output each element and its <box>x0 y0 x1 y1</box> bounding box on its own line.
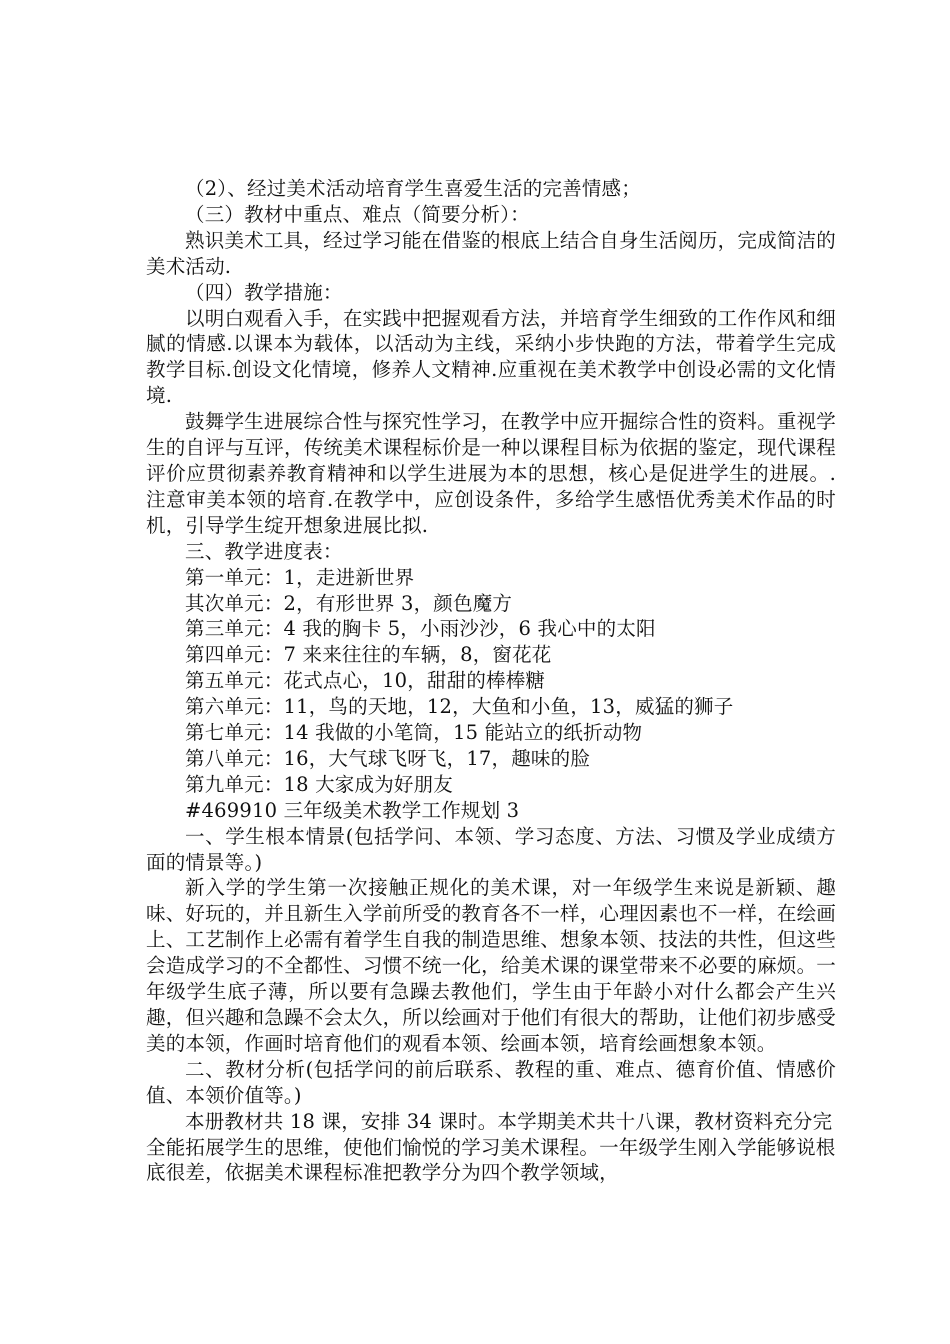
paragraph-key-points: 熟识美术工具，经过学习能在借鉴的根底上结合自身生活阅历，完成简洁的美术活动. <box>146 228 836 278</box>
schedule-unit-3: 第三单元：4 我的胸卡 5，小雨沙沙，6 我心中的太阳 <box>185 617 656 641</box>
schedule-unit-6: 第六单元：11，鸟的天地，12，大鱼和小鱼，13，威猛的狮子 <box>185 695 734 719</box>
paragraph-measures-1: 以明白观看入手，在实践中把握观看方法，并培育学生细致的工作作风和细腻的情感.以课本为载体，以活动为主线，采纳小步快跑的方法，带着学生完成教学目标.创设文化情境，修养人文精神.应重视在美术教学中创设必需的文化情境. <box>146 306 836 408</box>
section-title-plan-3: #469910 三年级美术教学工作规划 3 <box>185 798 520 822</box>
paragraph-measures-2: 鼓舞学生进展综合性与探究性学习，在教学中应开掘综合性的资料。重视学生的自评与互评，传统美术课程标价是一种以课程目标为依据的鉴定，现代课程评价应贯彻素养教育精神和以学生进展为本的思想，核心是促进学生的进展。.注意审美本领的培育.在教学中，应创设条件，多给学生感悟优秀美术作品的时机，引导学生绽开想象进展比拟. <box>146 410 836 537</box>
schedule-unit-5: 第五单元：花式点心，10，甜甜的棒棒糖 <box>185 669 546 693</box>
schedule-unit-4: 第四单元：7 来来往往的车辆，8，窗花花 <box>185 643 552 667</box>
paragraph-textbook-analysis: 本册教材共 18 课，安排 34 课时。本学期美术共十八课，教材资料充分完全能拓展学生的思维，使他们愉悦的学习美术课程。一年级学生刚入学能够说根底很差，依据美术课程标准把教学分为四个教学领域， <box>146 1109 836 1185</box>
heading-schedule: 三、教学进度表： <box>185 539 343 563</box>
heading-textbook-analysis: 二、教材分析(包括学问的前后联系、教程的重、难点、德育价值、情感价值、本领价值等。) <box>146 1057 836 1107</box>
paragraph-goal-2: （2）、经过美术活动培育学生喜爱生活的完善情感； <box>185 177 641 200</box>
heading-key-points: （三）教材中重点、难点（简要分析）： <box>185 202 530 226</box>
paragraph-student-situation: 新入学的学生第一次接触正规化的美术课，对一年级学生来说是新颖、趣味、好玩的，并且新生入学前所受的教育各不一样，心理因素也不一样，在绘画上、工艺制作上必需有着学生自我的制造思维、想象本领、技法的共性，但这些会造成学习的不全都性、习惯不统一化，给美术课的课堂带来不必要的麻烦。一年级学生底子薄，所以要有急躁去教他们，学生由于年龄小对什么都会产生兴趣，但兴趣和急躁不会太久，所以绘画对于他们有很大的帮助，让他们初步感受美的本领，作画时培育他们的观看本领、绘画本领，培育绘画想象本领。 <box>146 876 836 1055</box>
heading-student-situation: 一、学生根本情景(包括学问、本领、学习态度、方法、习惯及学业成绩方面的情景等。) <box>146 824 836 874</box>
schedule-unit-8: 第八单元：16，大气球飞呀飞，17，趣味的脸 <box>185 746 591 770</box>
schedule-unit-7: 第七单元：14 我做的小笔筒，15 能站立的纸折动物 <box>185 721 643 745</box>
heading-teaching-measures: （四）教学措施： <box>185 280 343 304</box>
schedule-unit-9: 第九单元：18 大家成为好朋友 <box>185 772 454 796</box>
schedule-unit-2: 其次单元：2，有形世界 3，颜色魔方 <box>185 591 513 615</box>
document-body <box>146 176 836 1186</box>
schedule-unit-1: 第一单元：1，走进新世界 <box>185 565 415 589</box>
